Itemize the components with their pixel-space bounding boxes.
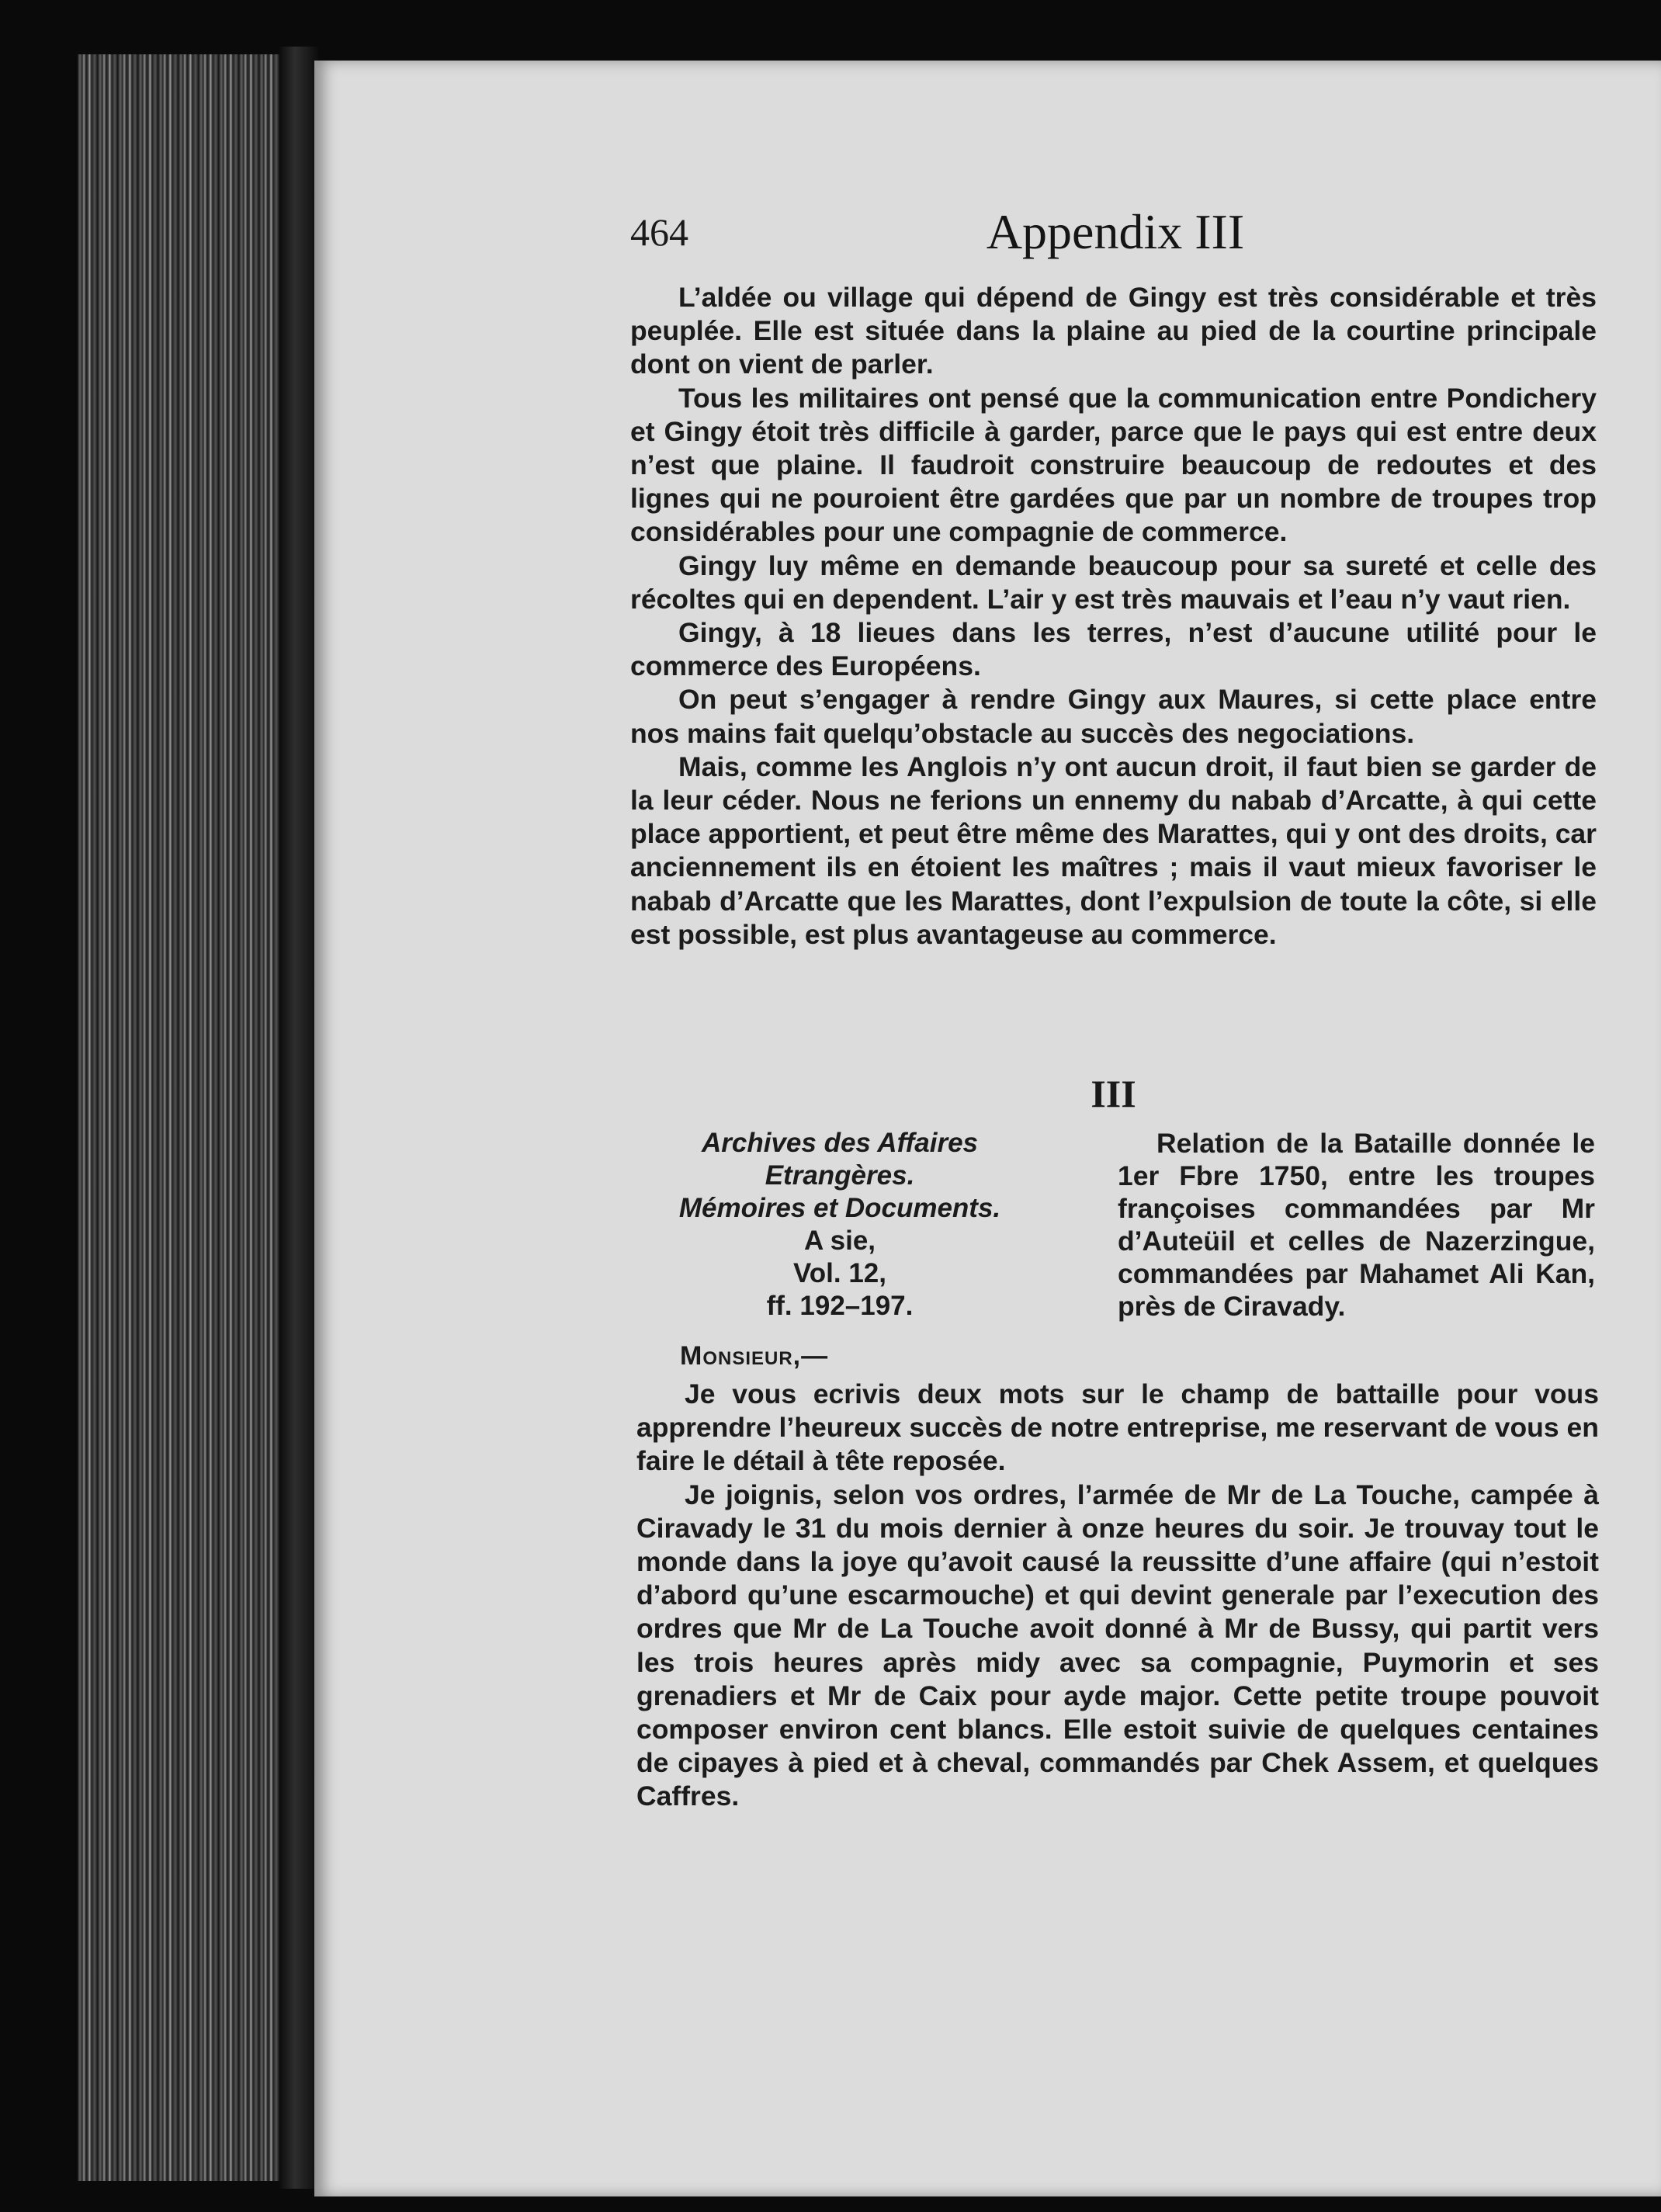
gutter-shadow [279,47,318,2189]
running-title: Appendix III [986,204,1245,259]
paragraph: Je vous ecrivis deux mots sur le champ de battaille pour vous apprendre l’heureux succès de notre entreprise, me reservant de vous en faire le détail à tête reposée. [636,1378,1599,1477]
top-text-block [630,281,1597,952]
letter-body [636,1378,1599,1814]
source-line: A sie, [803,1226,876,1256]
source-line: Archives des Affaires Etrangères. [701,1128,978,1191]
paragraph: Gingy luy même en demande beaucoup pour sa sureté et celle des récoltes qui en dependent. L’air y est très mauvais et l’eau n’y vaut rien. [630,550,1597,615]
page-header [630,203,1597,265]
section-heading: III [1091,1072,1136,1115]
paragraph: L’aldée ou village qui dépend de Gingy est très considérable et très peuplée. Elle est située dans la plaine au pied de la courtine principale dont on vient de parler. [630,282,1597,380]
salutation: Monsieur,— [680,1341,829,1371]
source-line: Vol. 12, [793,1258,886,1288]
relation-title: Relation de la Bataille donnée le 1er Fbre 1750, entre les troupes françoises commandées par Mr d’Auteüil et celles de Nazerzingue, commandées par Mahamet Ali Kan, près de Ciravady. [1118,1128,1595,1322]
paragraph: Je joignis, selon vos ordres, l’armée de Mr de La Touche, campée à Ciravady le 31 du mois dernier à onze heures du soir. Je trouvay tout le monde dans la joye qu’avoit causé la reussitte d’une affaire (qui n’estoit d’abord qu’une escarmouche) et qui devint generale par l’execution des ordres que Mr de La Touche avoit donné à Mr de Bussy, qui partit vers les trois heures après midy avec sa compagnie, Puymorin et ses grenadiers et Mr de Caix pour ayde major. Cette petite troupe pouvoit composer environ cent blancs. Elle estoit suivie de quelques centaines de cipayes à pied et à cheval, commandés par Chek Assem, et quelques Caffres. [636,1479,1599,1812]
source-line: ff. 192–197. [766,1291,914,1321]
source-citation [630,1127,1049,1323]
paragraph: On peut s’engager à rendre Gingy aux Maures, si cette place entre nos mains fait quelqu’obstacle au succès des negociations. [630,684,1597,749]
page-bottom-edge [314,2196,1661,2212]
page-number: 464 [630,210,688,254]
paragraph: Tous les militaires ont pensé que la communication entre Pondichery et Gingy étoit très difficile à garder, parce que le pays qui est entre deux n’est que plaine. Il faudroit construire beaucoup de redoutes et des lignes qui ne pouroient être gardées que par un nombre de troupes trop considérables pour une compagnie de commerce. [630,382,1597,548]
paragraph: Gingy, à 18 lieues dans les terres, n’est d’aucune utilité pour le commerce des Européens. [630,617,1597,682]
source-line: Mémoires et Documents. [678,1193,1001,1223]
paragraph: Mais, comme les Anglois n’y ont aucun droit, il faut bien se garder de la leur céder. Nous ne ferions un ennemy du nabab d’Arcatte, à qui cette place apportient, et peut être même des Marattes, qui y ont des droits, car anciennement ils en étoient les maîtres ; mais il vaut mieux favoriser le nabab d’Arcatte que les Marattes, dont l’expulsion de toute la côte, si elle est possible, est plus avantageuse au commerce. [630,751,1597,950]
